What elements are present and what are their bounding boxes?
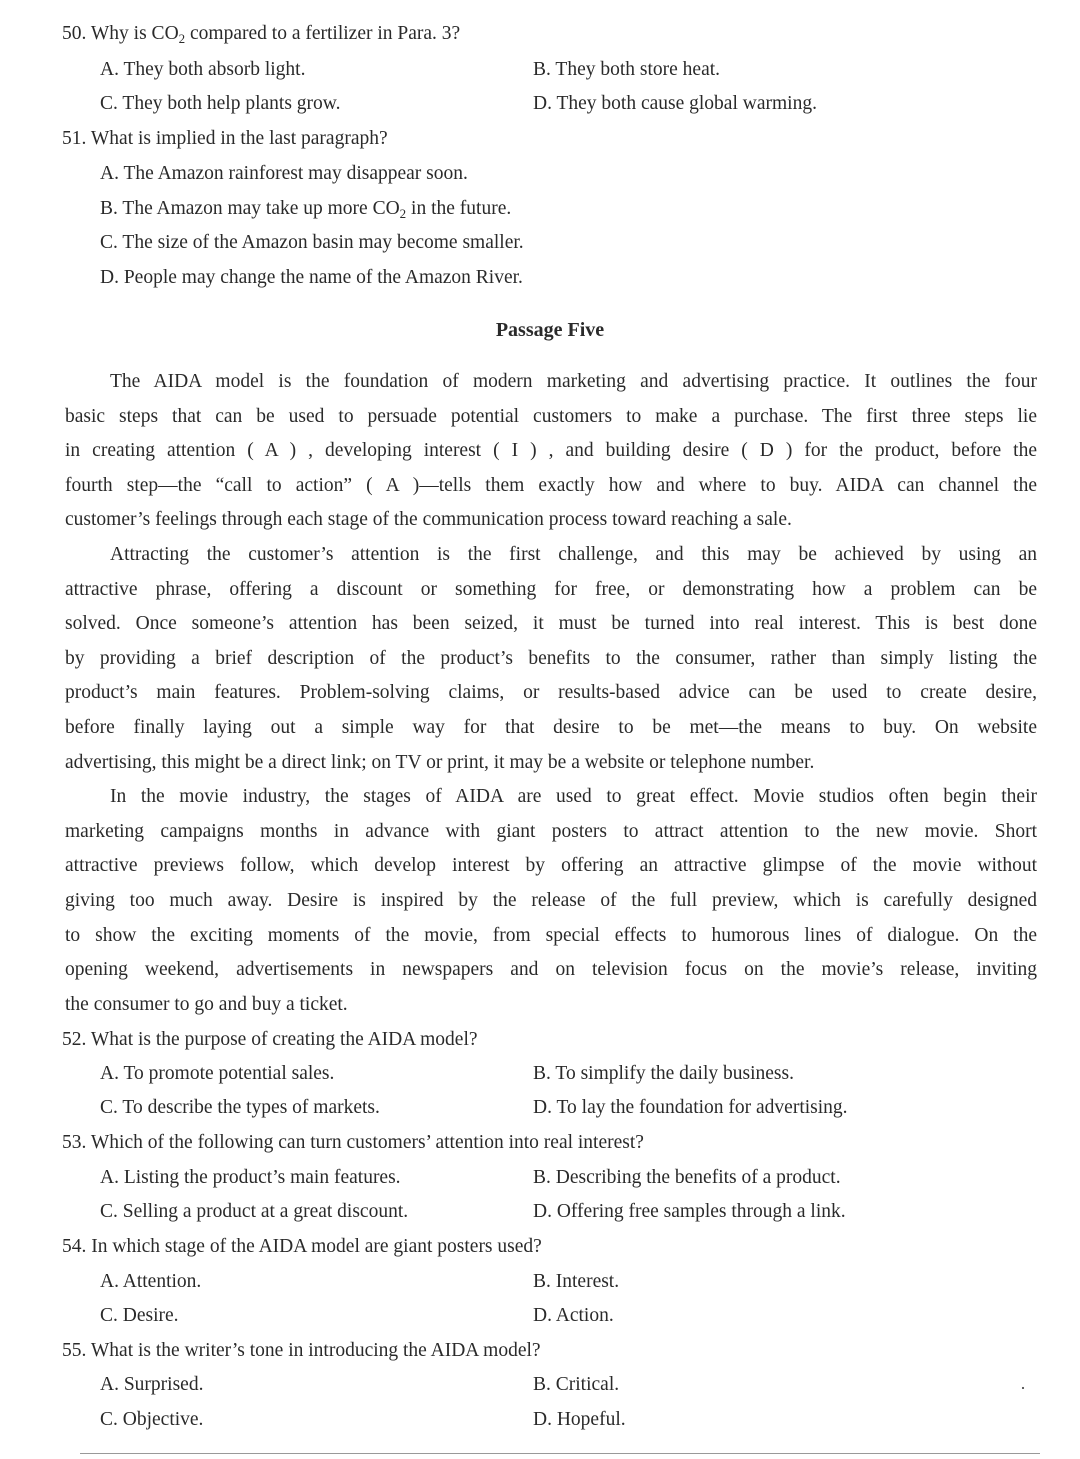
q51-option-c: C. The size of the Amazon basin may become smaller. — [100, 232, 524, 253]
paragraph-2-line: solved. Once someone’s attention has been seized, it must be turned into real interest. This is best done — [65, 613, 1037, 634]
q50-option-d: D. They both cause global warming. — [533, 93, 817, 114]
paragraph-2-line: by providing a brief description of the product’s benefits to the consumer, rather than simply listing the — [65, 648, 1037, 669]
paragraph-3-line: In the movie industry, the stages of AIDA are used to great effect. Movie studios often begin their — [110, 786, 1037, 807]
paragraph-1-line: fourth step—the “call to action” ( A )—tells them exactly how and where to buy. AIDA can channel the — [65, 475, 1037, 496]
paragraph-2-line: Attracting the customer’s attention is the first challenge, and this may be achieved by using an — [110, 544, 1037, 565]
question-50-stem: 50. Why is $CO_2$ compared to a fertilizer in Para. 3? — [62, 23, 461, 46]
paragraph-2-line: advertising, this might be a direct link; on TV or print, it may be a website or telephone number. — [65, 752, 815, 773]
q54-option-d: D. Action. — [533, 1305, 614, 1326]
q51-option-d: D. People may change the name of the Amazon River. — [100, 267, 523, 288]
passage-title: Passage Five — [495, 319, 605, 341]
q55-option-b: B. Critical. — [533, 1374, 620, 1395]
question-51-stem: 51. What is implied in the last paragraph? — [62, 128, 388, 149]
paragraph-3-line: opening weekend, advertisements in newspapers and on television focus on the movie’s release, inviting — [65, 959, 1037, 980]
q53-option-c: C. Selling a product at a great discount. — [100, 1201, 409, 1222]
q53-option-a: A. Listing the product’s main features. — [100, 1167, 401, 1188]
q55-option-d: D. Hopeful. — [533, 1409, 626, 1430]
paragraph-1-line: in creating attention ( A ) , developing interest ( I ) , and building desire ( D ) for the product, before the — [65, 440, 1037, 461]
paragraph-3-line: marketing campaigns months in advance with giant posters to attract attention to the new movie. Short — [65, 821, 1037, 842]
paragraph-1-line: basic steps that can be used to persuade potential customers to make a purchase. The first three steps lie — [65, 406, 1037, 427]
q51-option-a: A. The Amazon rainforest may disappear soon. — [100, 163, 468, 184]
q52-option-a: A. To promote potential sales. — [100, 1063, 335, 1084]
q52-option-c: C. To describe the types of markets. — [100, 1097, 380, 1118]
paragraph-2-line: before finally laying out a simple way for that desire to be met—the means to buy. On website — [65, 717, 1037, 738]
q54-option-a: A. Attention. — [100, 1271, 202, 1292]
paragraph-3-line: the consumer to go and buy a ticket. — [65, 994, 348, 1015]
q50-option-a: A. They both absorb light. — [100, 59, 306, 80]
paragraph-3-line: giving too much away. Desire is inspired by the release of the full preview, which is carefully designed — [65, 890, 1037, 911]
q55-option-c: C. Objective. — [100, 1409, 204, 1430]
stray-dot: · — [1020, 1378, 1026, 1398]
q50-option-c: C. They both help plants grow. — [100, 93, 341, 114]
q53-option-d: D. Offering free samples through a link. — [533, 1201, 846, 1222]
q50-option-b: B. They both store heat. — [533, 59, 721, 80]
paragraph-2-line: attractive phrase, offering a discount or something for free, or demonstrating how a problem can be — [65, 579, 1037, 600]
q52-option-d: D. To lay the foundation for advertising. — [533, 1097, 848, 1118]
q51-option-b: B. The Amazon may take up more $CO_2$ in the future. — [100, 198, 512, 221]
q53-option-b: B. Describing the benefits of a product. — [533, 1167, 841, 1188]
question-55-stem: 55. What is the writer’s tone in introducing the AIDA model? — [62, 1340, 541, 1361]
page-bottom-rule — [80, 1453, 1040, 1454]
paragraph-3-line: attractive previews follow, which develop interest by offering an attractive glimpse of the movie without — [65, 855, 1037, 876]
paragraph-3-line: to show the exciting moments of the movie, from special effects to humorous lines of dialogue. On the — [65, 925, 1037, 946]
q54-option-b: B. Interest. — [533, 1271, 620, 1292]
q55-option-a: A. Surprised. — [100, 1374, 204, 1395]
q54-option-c: C. Desire. — [100, 1305, 179, 1326]
q52-option-b: B. To simplify the daily business. — [533, 1063, 794, 1084]
question-54-stem: 54. In which stage of the AIDA model are giant posters used? — [62, 1236, 542, 1257]
paragraph-2-line: product’s main features. Problem-solving claims, or results-based advice can be used to create desire, — [65, 682, 1037, 703]
paragraph-1-line: The AIDA model is the foundation of modern marketing and advertising practice. It outlines the four — [110, 371, 1037, 392]
question-52-stem: 52. What is the purpose of creating the AIDA model? — [62, 1029, 478, 1050]
paragraph-1-line: customer’s feelings through each stage of the communication process toward reaching a sale. — [65, 509, 792, 530]
question-53-stem: 53. Which of the following can turn customers’ attention into real interest? — [62, 1132, 644, 1153]
